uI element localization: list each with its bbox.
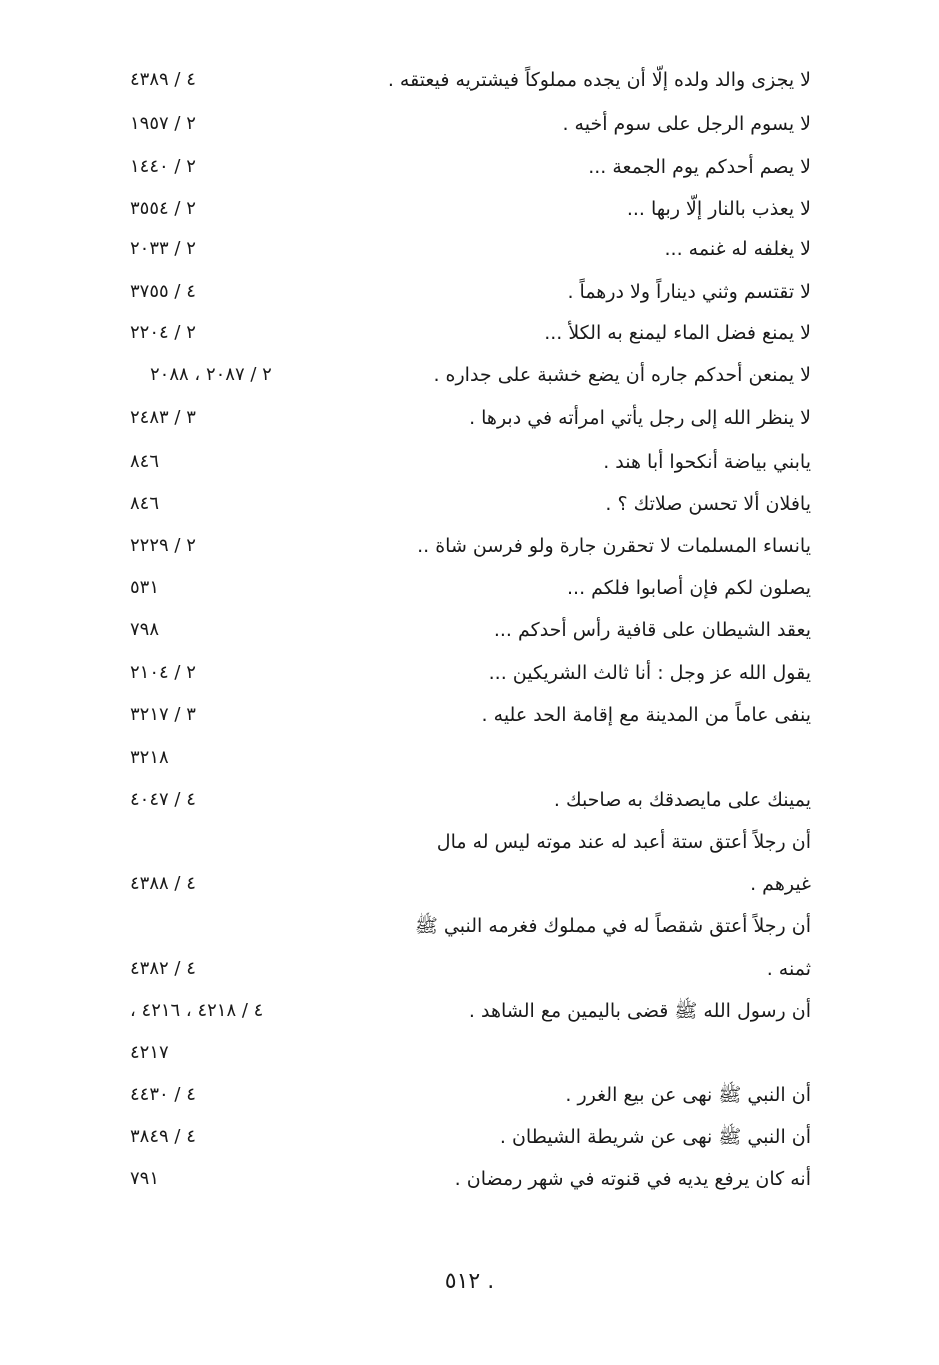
hadith-reference <box>130 272 330 312</box>
reference-text: ٤ / ٤٣٨٨ <box>130 873 196 894</box>
hadith-reference <box>130 695 330 735</box>
hadith-entry: أن رسول الله ﷺ قضى باليمين مع الشاهد . <box>468 1000 811 1022</box>
hadith-entry: لا يعذب بالنار إلّا ربها ... <box>626 198 811 220</box>
hadith-reference <box>130 991 330 1031</box>
reference-text: ٢ / ١٤٤٠ <box>130 156 196 177</box>
hadith-reference-continued <box>130 738 330 778</box>
reference-text: ٤ / ٤٣٨٩ <box>130 69 196 90</box>
hadith-reference <box>130 1117 330 1157</box>
hadith-entry-continued: غيرهم . <box>750 873 811 895</box>
reference-text: ٨٤٦ <box>130 493 160 514</box>
reference-text: ٢ / ٢٢٠٤ <box>130 322 196 343</box>
reference-text: ٤ / ٤٤٣٠ <box>130 1084 196 1105</box>
reference-text: ٢ / ٢١٠٤ <box>130 662 196 683</box>
hadith-entry: ينفى عاماً من المدينة مع إقامة الحد عليه . <box>481 704 811 726</box>
hadith-reference <box>130 1159 330 1199</box>
reference-text: ٨٤٦ <box>130 451 160 472</box>
hadith-entry: لا يصم أحدكم يوم الجمعة ... <box>588 156 811 178</box>
hadith-entry: يابني بياضة أنكحوا أبا هند . <box>603 451 811 473</box>
page-number: . ٥١٢ <box>444 1269 495 1294</box>
reference-text: ٢ / ١٩٥٧ <box>130 113 196 134</box>
reference-text: ٢ / ٢٠٣٣ <box>130 238 196 259</box>
reference-text: ٤ / ٣٧٥٥ <box>130 281 196 302</box>
reference-text: ٧٩١ <box>130 1168 160 1189</box>
reference-text: ٤ / ٤٠٤٧ <box>130 789 196 810</box>
hadith-reference <box>130 104 330 144</box>
hadith-entry-continued: ثمنه . <box>766 958 811 980</box>
hadith-entry: أن النبي ﷺ نهى عن شريطة الشيطان . <box>499 1126 811 1148</box>
hadith-entry: يمينك على مايصدقك به صاحبك . <box>553 789 811 811</box>
hadith-entry: أن النبي ﷺ نهى عن بيع الغرر . <box>565 1084 811 1106</box>
hadith-reference <box>130 147 330 187</box>
reference-text: ٢ / ٢٢٢٩ <box>130 535 196 556</box>
hadith-reference <box>130 189 330 229</box>
reference-text: ٣ / ٢٤٨٣ <box>130 407 196 428</box>
reference-text: ٢ / ٢٠٨٧ ، ٢٠٨٨ <box>150 364 272 385</box>
hadith-entry: أن رجلاً أعتق ستة أعبد له عند موته ليس له مال <box>436 831 811 853</box>
hadith-reference <box>130 60 330 100</box>
hadith-reference <box>130 780 330 820</box>
reference-text: ٢ / ٣٥٥٤ <box>130 198 196 219</box>
reference-text: ٣٢١٨ <box>130 747 169 768</box>
hadith-reference <box>130 398 330 438</box>
hadith-reference-continued <box>130 1033 330 1073</box>
hadith-entry: أنه كان يرفع يديه في قنوته في شهر رمضان . <box>454 1168 811 1190</box>
reference-text: ٤٢١٧ <box>130 1042 169 1063</box>
hadith-entry: لا تقتسم وثني ديناراً ولا درهماً . <box>567 281 811 303</box>
hadith-reference <box>130 442 330 482</box>
hadith-entry: لا يمنع فضل الماء ليمنع به الكلأ ... <box>544 322 811 344</box>
hadith-entry: يافلان ألا تحسن صلاتك ؟ . <box>605 493 811 515</box>
hadith-entry: لا يمنعن أحدكم جاره أن يضع خشبة على جداره . <box>433 364 811 386</box>
hadith-entry: يقول الله عز وجل : أنا ثالث الشريكين ... <box>488 662 811 684</box>
hadith-reference <box>130 526 330 566</box>
hadith-entry: يصلون لكم فإن أصابوا فلكم ... <box>567 577 811 599</box>
hadith-entry: لا يغلفه له غنمه ... <box>664 238 811 260</box>
hadith-entry: لا يسوم الرجل على سوم أخيه . <box>562 113 811 135</box>
hadith-reference <box>130 1075 330 1115</box>
hadith-reference <box>130 864 330 904</box>
reference-text: ٥٣١ <box>130 577 160 598</box>
hadith-entry: أن رجلاً أعتق شقصاً له في مملوك فغرمه النبي ﷺ <box>414 915 811 937</box>
reference-text: ٤ / ٤٢١٨ ، ٤٢١٦ ، <box>130 1000 264 1021</box>
hadith-reference <box>150 355 330 395</box>
hadith-entry: لا يجزى والد ولده إلّا أن يجده مملوكاً فيشتريه فيعتقه . <box>387 69 811 91</box>
hadith-reference <box>130 484 330 524</box>
hadith-reference <box>130 313 330 353</box>
hadith-entry: لا ينظر الله إلى رجل يأتي امرأته في دبرها . <box>469 407 811 429</box>
hadith-entry: يعقد الشيطان على قافية رأس أحدكم ... <box>493 619 811 641</box>
hadith-reference <box>130 653 330 693</box>
hadith-entry: يانساء المسلمات لا تحقرن جارة ولو فرسن شاة .. <box>417 535 811 557</box>
reference-text: ٤ / ٣٨٤٩ <box>130 1126 196 1147</box>
hadith-reference <box>130 949 330 989</box>
reference-text: ٧٩٨ <box>130 619 160 640</box>
hadith-reference <box>130 610 330 650</box>
reference-text: ٣ / ٣٢١٧ <box>130 704 196 725</box>
hadith-reference <box>130 568 330 608</box>
reference-text: ٤ / ٤٣٨٢ <box>130 958 196 979</box>
hadith-reference <box>130 229 330 269</box>
